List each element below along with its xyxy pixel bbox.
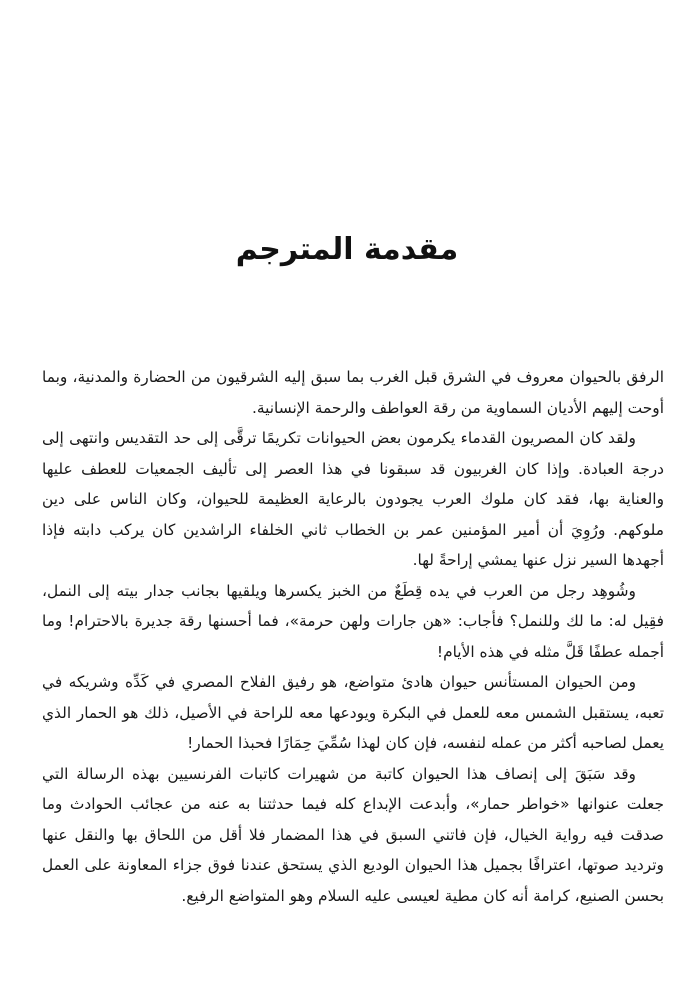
paragraph-1: الرفق بالحيوان معروف في الشرق قبل الغرب بما سبق إليه الشرقيون من الحضارة والمدنية، وبما أوحت إليهم الأديان السماوية من رقة العواطف والرحمة الإنسانية. xyxy=(42,368,664,417)
paragraph-5: وقد سَبَقَ إلى إنصاف هذا الحيوان كاتبة من شهيرات كاتبات الفرنسيين بهذه الرسالة التي جعلت عنوانها «خواطر حمار»، وأبدعت الإبداع كله فيما حدثتنا به عنه من عجائب الحوادث وما صدقت فيه رواية الخيال، فإن فاتني السبق في هذا المضمار فلا أقل من اللحاق بها والنقل عنها وترديد صوتها، اعترافًا بجميل هذا الحيوان الوديع الذي يستحق عندنا فوق جزاء المعاونة على العمل بحسن الصنيع، كرامة أنه كان مطية لعيسى عليه السلام وهو المتواضع الرفيع. xyxy=(42,764,664,905)
paragraph-4: ومن الحيوان المستأنس حيوان هادئ متواضع، هو رفيق الفلاح المصري في كَدِّه وشريكه في تعبه، يستقبل الشمس معه للعمل في البكرة ويودعها معه للراحة في الأصيل، ذلك هو الحمار الذي يعمل لصاحبه أكثر من عمله لنفسه، فإن كان لهذا سُمِّيَ حِمَارًا فحبذا الحمار! xyxy=(42,673,664,752)
chapter-body xyxy=(42,362,664,911)
chapter-title: مقدمة المترجم xyxy=(235,232,459,267)
paragraph-2: ولقد كان المصريون القدماء يكرمون بعض الحيوانات تكريمًا ترقَّى إلى حد التقديس وانتهى إلى درجة العبادة. وإذا كان الغربيون قد سبقونا في هذا العصر إلى تأليف الجمعيات للعطف عليها والعناية بها، فقد كان ملوك العرب يجودون بالرعاية العظيمة للحيوان، وكان الناس على دين ملوكهم. ورُوِيَ أن أمير المؤمنين عمر بن الخطاب ثاني الخلفاء الراشدين كان يركب دابته فإذا أجهدها السير نزل عنها يمشي إراحةً لها. xyxy=(42,429,664,569)
paragraph-3: وشُوهِد رجل من العرب في يده قِطَعٌ من الخبز يكسرها ويلقيها بجانب جدار بيته إلى النمل، فقِيل له: ما لك وللنمل؟ فأجاب: «هن جارات ولهن حرمة»، فما أحسنها رقة جديرة بالاحترام! وما أجمله عطفًا قَلَّ مثله في هذه الأيام! xyxy=(42,581,664,661)
